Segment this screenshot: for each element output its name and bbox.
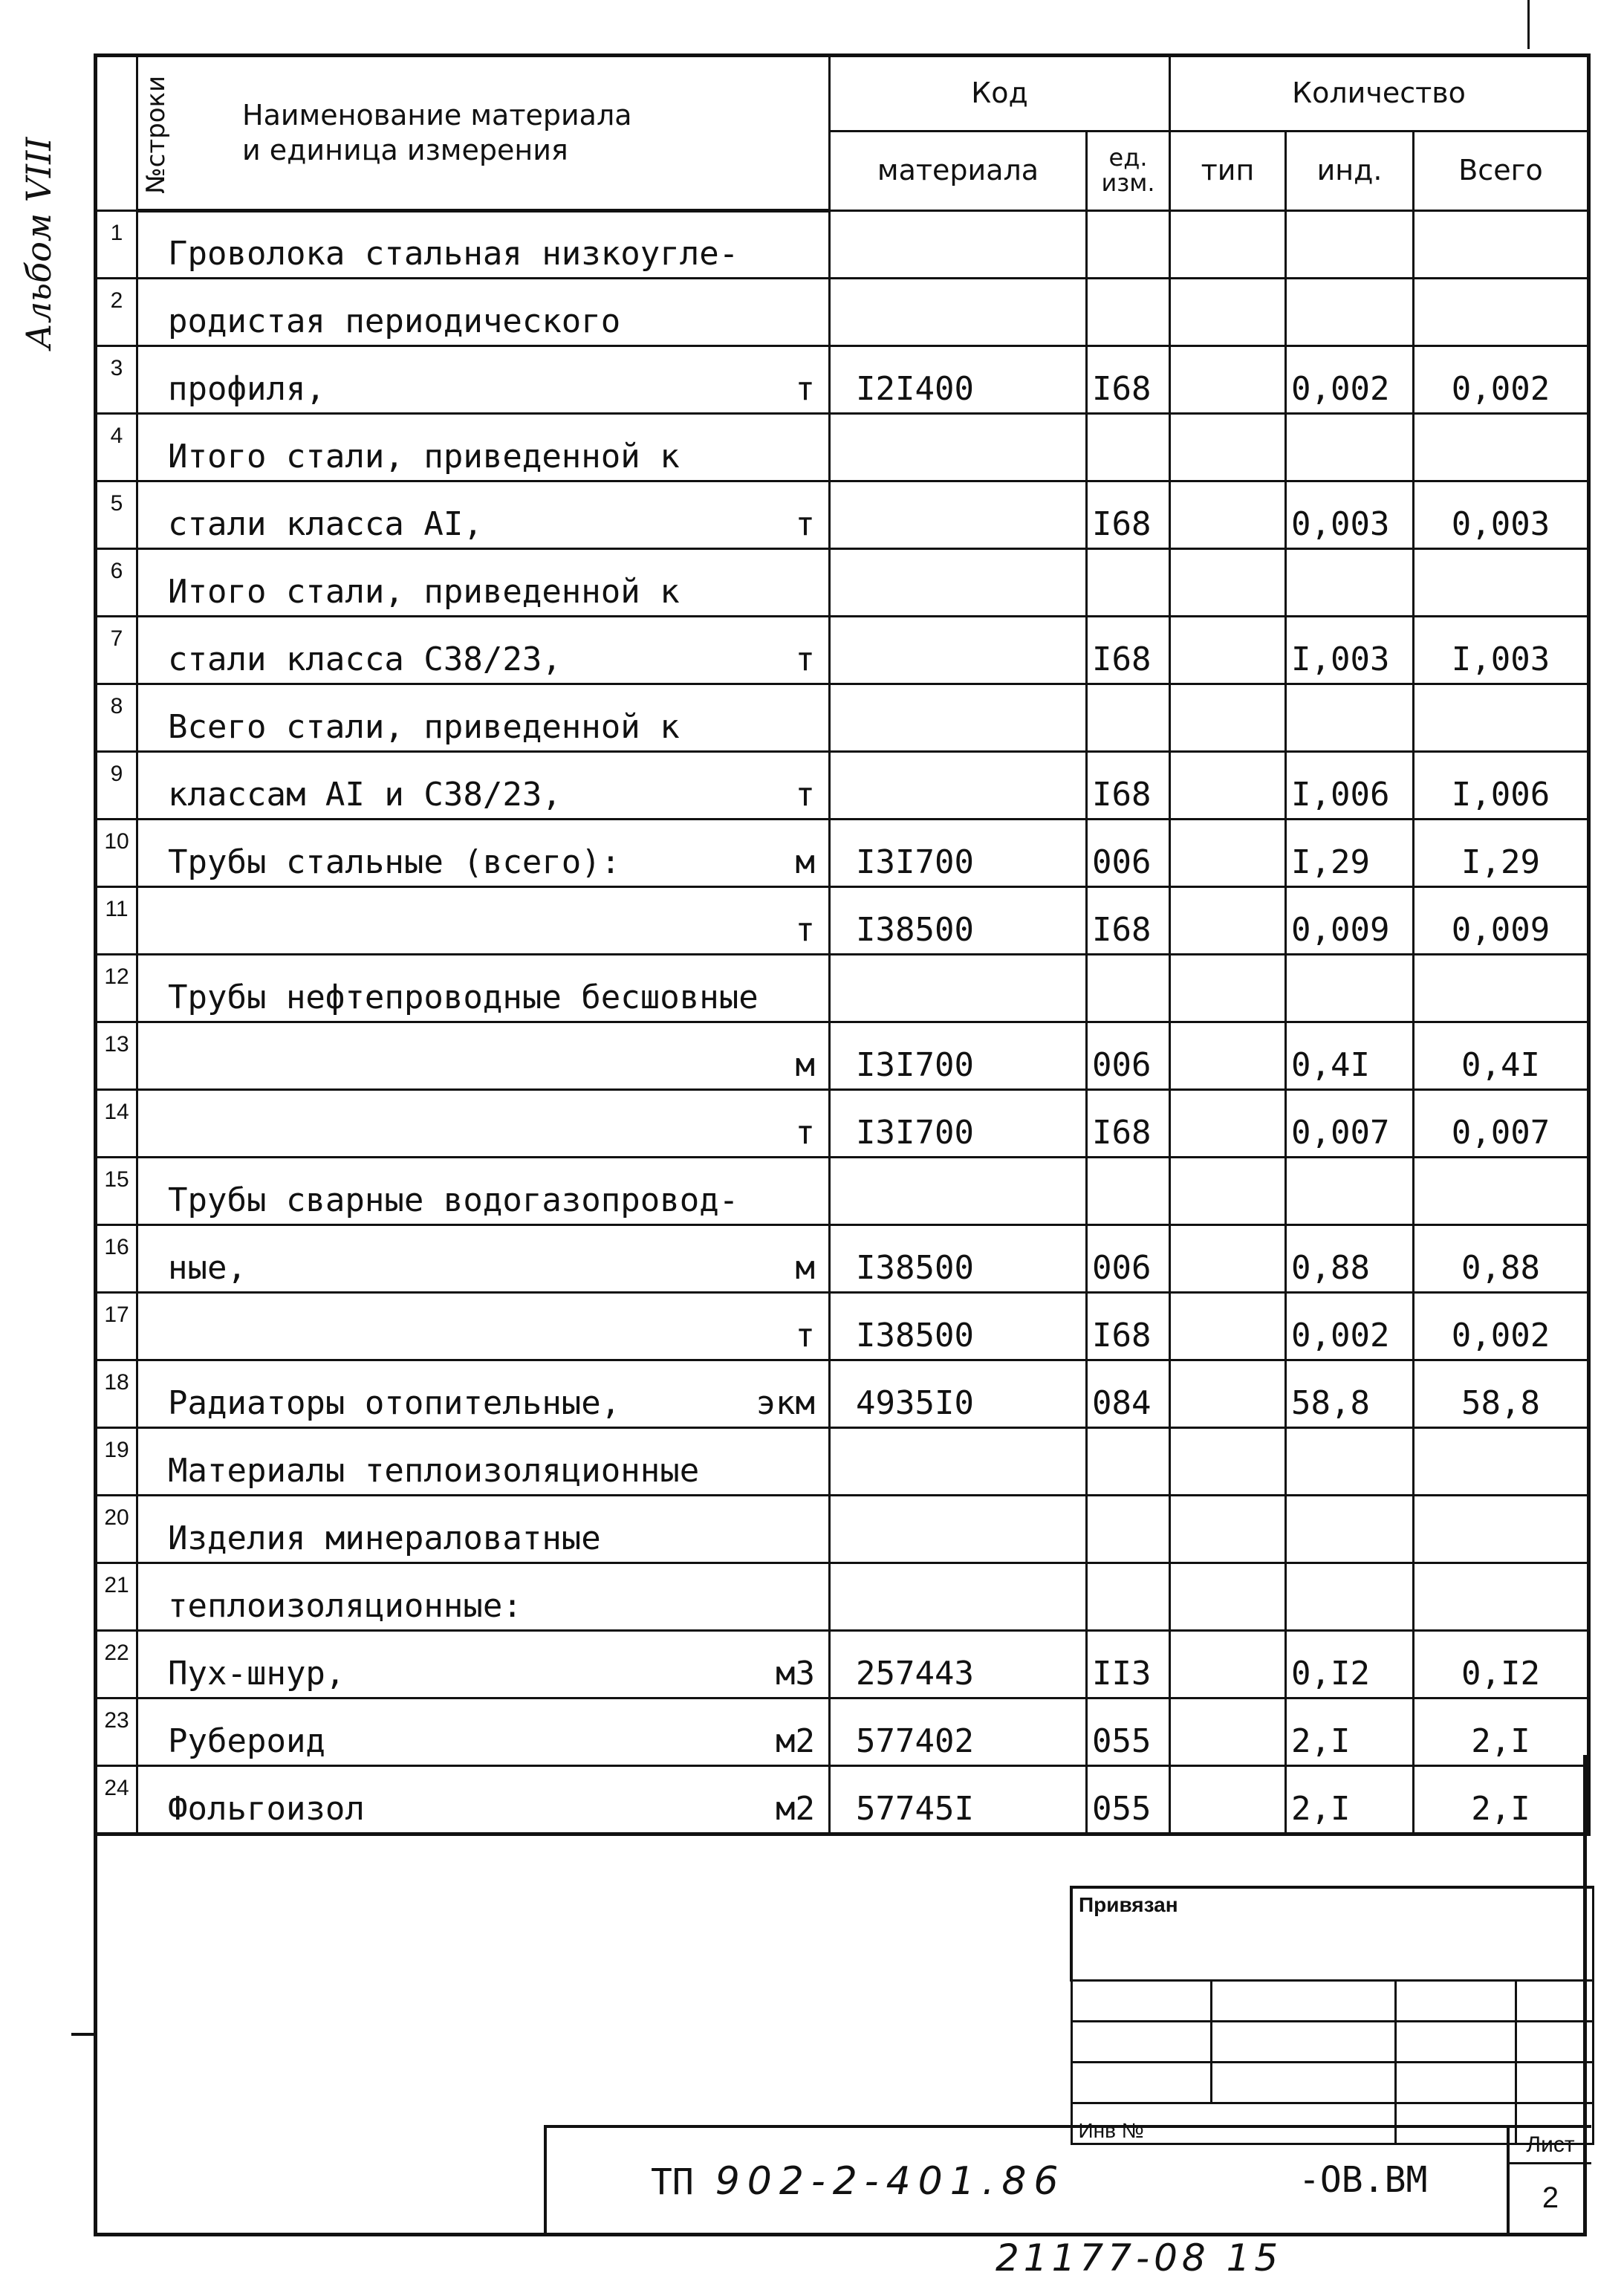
qty-type <box>1170 887 1286 955</box>
material-code: 4935I0 <box>830 1360 1087 1428</box>
material-name-cell <box>137 1496 830 1563</box>
document-code-suffix: -ОВ.ВМ <box>1299 2159 1428 2201</box>
unit-of-measure: м <box>795 1249 815 1287</box>
row-number: 14 <box>96 1090 137 1158</box>
table-row <box>96 1360 1589 1428</box>
qty-type <box>1170 481 1286 549</box>
unit-code <box>1087 211 1170 279</box>
document-code-number: 902-2-401.86 <box>715 2159 1066 2204</box>
material-name-cell <box>137 279 830 346</box>
unit-code <box>1087 955 1170 1022</box>
left-edge-tick <box>71 2033 94 2036</box>
row-number: 22 <box>96 1631 137 1698</box>
stamp-cell <box>1395 2063 1516 2103</box>
material-code: I3I700 <box>830 820 1087 887</box>
unit-of-measure: экм <box>756 1384 815 1422</box>
qty-total: 0,002 <box>1414 346 1589 414</box>
material-name-cell <box>137 684 830 752</box>
material-name-cell <box>137 820 830 887</box>
stamp-cell <box>1516 1981 1593 2022</box>
material-name: Трубы сварные водогазопровод- <box>168 1181 739 1219</box>
table-row <box>96 1022 1589 1090</box>
unit-code <box>1087 279 1170 346</box>
material-name: Итого стали, приведенной к <box>168 438 680 476</box>
table-row <box>96 481 1589 549</box>
row-number: 5 <box>96 481 137 549</box>
qty-total <box>1414 211 1589 279</box>
material-name: Рубероид <box>168 1722 325 1760</box>
qty-ind: 58,8 <box>1286 1360 1414 1428</box>
row-number: 6 <box>96 549 137 617</box>
unit-code <box>1087 684 1170 752</box>
qty-type <box>1170 1022 1286 1090</box>
row-number: 4 <box>96 414 137 481</box>
qty-type <box>1170 1496 1286 1563</box>
unit-of-measure: м <box>795 1046 815 1084</box>
header-unit <box>1087 132 1170 211</box>
header-ind: инд. <box>1286 132 1414 211</box>
row-number: 13 <box>96 1022 137 1090</box>
unit-code: I68 <box>1087 887 1170 955</box>
material-code: I38500 <box>830 1225 1087 1293</box>
row-number: 7 <box>96 617 137 684</box>
unit-code: 084 <box>1087 1360 1170 1428</box>
material-name: ные, <box>168 1249 247 1287</box>
material-name-cell <box>137 752 830 820</box>
table-row <box>96 955 1589 1022</box>
material-name-cell <box>137 1631 830 1698</box>
material-code <box>830 684 1087 752</box>
unit-of-measure: м <box>795 843 815 881</box>
unit-code: II3 <box>1087 1631 1170 1698</box>
table-row <box>96 820 1589 887</box>
unit-code: I68 <box>1087 481 1170 549</box>
qty-total: 2,I <box>1414 1698 1589 1766</box>
stamp-row <box>1071 1981 1593 2022</box>
qty-total: I,003 <box>1414 617 1589 684</box>
qty-ind <box>1286 1496 1414 1563</box>
header-unit-line-1: ед. <box>1108 143 1148 172</box>
unit-code: 006 <box>1087 1225 1170 1293</box>
unit-of-measure: м2 <box>776 1790 815 1828</box>
unit-code: I68 <box>1087 617 1170 684</box>
qty-ind <box>1286 1563 1414 1631</box>
row-number: 1 <box>96 211 137 279</box>
row-number: 15 <box>96 1158 137 1225</box>
qty-total: 0,88 <box>1414 1225 1589 1293</box>
material-name: Фольгоизол <box>168 1790 365 1828</box>
table-row <box>96 1158 1589 1225</box>
material-code: I2I400 <box>830 346 1087 414</box>
qty-total <box>1414 414 1589 481</box>
material-code <box>830 279 1087 346</box>
qty-type <box>1170 1293 1286 1360</box>
header-row-top <box>96 56 1589 132</box>
material-name: стали класса С38/23, <box>168 640 562 678</box>
document-code-prefix: ТП <box>651 2161 694 2203</box>
unit-code <box>1087 1158 1170 1225</box>
material-code <box>830 481 1087 549</box>
stamp-cell <box>1071 1981 1211 2022</box>
material-name: Итого стали, приведенной к <box>168 573 680 611</box>
title-block <box>544 2125 1591 2236</box>
qty-total: 0,002 <box>1414 1293 1589 1360</box>
table-row <box>96 1428 1589 1496</box>
qty-total: 0,003 <box>1414 481 1589 549</box>
row-number: 8 <box>96 684 137 752</box>
row-number: 17 <box>96 1293 137 1360</box>
material-name-cell <box>137 955 830 1022</box>
materials-table <box>94 53 1591 1836</box>
stamp-cell <box>1071 2063 1211 2103</box>
material-code <box>830 1428 1087 1496</box>
qty-type <box>1170 955 1286 1022</box>
qty-type <box>1170 752 1286 820</box>
table-row <box>96 279 1589 346</box>
row-number: 11 <box>96 887 137 955</box>
table-row <box>96 211 1589 279</box>
material-name: классам AI и С38/23, <box>168 776 562 814</box>
stamp-header-row <box>1071 1887 1593 1981</box>
row-number: 9 <box>96 752 137 820</box>
qty-type <box>1170 1563 1286 1631</box>
sheet-box <box>1507 2128 1591 2236</box>
unit-code <box>1087 1428 1170 1496</box>
material-name: Трубы стальные (всего): <box>168 843 621 881</box>
material-name-cell <box>137 346 830 414</box>
stamp-cell <box>1516 2022 1593 2063</box>
qty-ind <box>1286 414 1414 481</box>
row-number: 18 <box>96 1360 137 1428</box>
material-name-cell <box>137 1158 830 1225</box>
table-row <box>96 752 1589 820</box>
table-row <box>96 1631 1589 1698</box>
qty-type <box>1170 279 1286 346</box>
material-code <box>830 752 1087 820</box>
unit-of-measure: т <box>795 1317 815 1354</box>
material-code <box>830 955 1087 1022</box>
qty-total: I,006 <box>1414 752 1589 820</box>
stamp-cell <box>1211 1981 1395 2022</box>
qty-ind: 2,I <box>1286 1698 1414 1766</box>
qty-ind: 0,002 <box>1286 346 1414 414</box>
material-name-cell <box>137 414 830 481</box>
table-row <box>96 346 1589 414</box>
material-name: Трубы нефтепроводные бесшовные <box>168 979 759 1016</box>
material-name: родистая периодического <box>168 302 621 340</box>
unit-code <box>1087 1496 1170 1563</box>
unit-code <box>1087 1563 1170 1631</box>
qty-ind: 0,009 <box>1286 887 1414 955</box>
stamp-cell <box>1071 2022 1211 2063</box>
unit-code: I68 <box>1087 752 1170 820</box>
row-number: 16 <box>96 1225 137 1293</box>
table-row <box>96 1563 1589 1631</box>
material-code: I3I700 <box>830 1090 1087 1158</box>
qty-type <box>1170 211 1286 279</box>
unit-of-measure: т <box>795 505 815 543</box>
qty-total: 0,I2 <box>1414 1631 1589 1698</box>
header-type: тип <box>1170 132 1286 211</box>
materials-table-body <box>96 211 1589 1834</box>
stamp-cell <box>1395 2022 1516 2063</box>
header-total: Всего <box>1414 132 1589 211</box>
stamp-cell <box>1211 2022 1395 2063</box>
material-name: Материалы теплоизоляционные <box>168 1452 700 1490</box>
qty-type <box>1170 1090 1286 1158</box>
qty-type <box>1170 617 1286 684</box>
qty-ind: 0,007 <box>1286 1090 1414 1158</box>
qty-ind: 0,88 <box>1286 1225 1414 1293</box>
qty-total <box>1414 1428 1589 1496</box>
unit-code: I68 <box>1087 1090 1170 1158</box>
qty-type <box>1170 414 1286 481</box>
row-number: 23 <box>96 1698 137 1766</box>
qty-ind: 0,4I <box>1286 1022 1414 1090</box>
table-row <box>96 887 1589 955</box>
material-code <box>830 617 1087 684</box>
qty-total: 0,007 <box>1414 1090 1589 1158</box>
table-row <box>96 1225 1589 1293</box>
material-code: 577402 <box>830 1698 1087 1766</box>
qty-ind: I,003 <box>1286 617 1414 684</box>
unit-code: 055 <box>1087 1766 1170 1834</box>
qty-ind <box>1286 211 1414 279</box>
stamp-cell <box>1211 2063 1395 2103</box>
material-name: Пух-шнур, <box>168 1655 345 1693</box>
qty-type <box>1170 1225 1286 1293</box>
material-code: 257443 <box>830 1631 1087 1698</box>
row-number: 19 <box>96 1428 137 1496</box>
header-name-line-2: и единица измерения <box>242 134 568 166</box>
material-name-cell <box>137 481 830 549</box>
qty-total <box>1414 1496 1589 1563</box>
qty-ind: I,29 <box>1286 820 1414 887</box>
unit-code <box>1087 549 1170 617</box>
qty-ind <box>1286 684 1414 752</box>
qty-type <box>1170 820 1286 887</box>
qty-ind: 0,I2 <box>1286 1631 1414 1698</box>
qty-total <box>1414 279 1589 346</box>
qty-ind: 0,002 <box>1286 1293 1414 1360</box>
table-row <box>96 684 1589 752</box>
row-number: 21 <box>96 1563 137 1631</box>
unit-of-measure: т <box>795 640 815 678</box>
material-name-cell <box>137 1090 830 1158</box>
stamp-inventory-label: Инв № <box>1071 2103 1395 2144</box>
header-code: Код <box>830 56 1170 132</box>
header-quantity: Количество <box>1170 56 1589 132</box>
qty-total: 2,I <box>1414 1766 1589 1834</box>
material-name-cell <box>137 1563 830 1631</box>
unit-code <box>1087 414 1170 481</box>
material-name: теплоизоляционные: <box>168 1587 522 1625</box>
qty-type <box>1170 549 1286 617</box>
header-unit-line-2: изм. <box>1101 169 1155 197</box>
material-code <box>830 549 1087 617</box>
material-name: Радиаторы отопительные, <box>168 1384 621 1422</box>
qty-total <box>1414 1563 1589 1631</box>
material-name-cell <box>137 1360 830 1428</box>
stamp-row <box>1071 2063 1593 2103</box>
album-side-note: Альбом VIII <box>19 137 59 349</box>
table-row <box>96 549 1589 617</box>
material-name: Изделия минераловатные <box>168 1519 601 1557</box>
row-number: 12 <box>96 955 137 1022</box>
qty-total <box>1414 1158 1589 1225</box>
header-material-code: материала <box>830 132 1087 211</box>
qty-total: 58,8 <box>1414 1360 1589 1428</box>
material-code <box>830 1158 1087 1225</box>
qty-ind <box>1286 279 1414 346</box>
corner-tick-mark <box>1527 0 1530 49</box>
unit-of-measure: т <box>795 911 815 949</box>
header-name-line-1: Наименование материала <box>242 98 632 132</box>
material-code <box>830 1496 1087 1563</box>
qty-ind: 2,I <box>1286 1766 1414 1834</box>
qty-type <box>1170 1428 1286 1496</box>
material-name-cell <box>137 211 830 279</box>
material-name-cell <box>137 549 830 617</box>
qty-ind <box>1286 549 1414 617</box>
table-row <box>96 617 1589 684</box>
header-row-number: №строки <box>96 56 137 211</box>
unit-code: 055 <box>1087 1698 1170 1766</box>
unit-of-measure: т <box>795 1114 815 1152</box>
material-code <box>830 414 1087 481</box>
table-row <box>96 1090 1589 1158</box>
qty-total <box>1414 955 1589 1022</box>
row-number: 10 <box>96 820 137 887</box>
material-code <box>830 211 1087 279</box>
row-number: 24 <box>96 1766 137 1834</box>
material-code: I38500 <box>830 887 1087 955</box>
qty-type <box>1170 1158 1286 1225</box>
unit-code: 006 <box>1087 820 1170 887</box>
document-code <box>651 2159 1066 2204</box>
material-code: I3I700 <box>830 1022 1087 1090</box>
stamp-cell <box>1395 1981 1516 2022</box>
material-name: Гроволока стальная низкоугле- <box>168 235 739 273</box>
material-name-cell <box>137 1225 830 1293</box>
row-number: 20 <box>96 1496 137 1563</box>
qty-type <box>1170 346 1286 414</box>
sheet-label: Лист <box>1510 2128 1591 2164</box>
material-name: стали класса AI, <box>168 505 483 543</box>
unit-of-measure: м2 <box>776 1722 815 1760</box>
unit-code: I68 <box>1087 1293 1170 1360</box>
material-name-cell <box>137 1428 830 1496</box>
material-name-cell <box>137 1293 830 1360</box>
table-row <box>96 1293 1589 1360</box>
material-name: профиля, <box>168 370 325 408</box>
qty-ind <box>1286 1158 1414 1225</box>
qty-ind: I,006 <box>1286 752 1414 820</box>
qty-type <box>1170 1360 1286 1428</box>
qty-ind <box>1286 955 1414 1022</box>
qty-type <box>1170 684 1286 752</box>
row-number: 3 <box>96 346 137 414</box>
archive-number: 21177-08 15 <box>995 2236 1283 2280</box>
row-number: 2 <box>96 279 137 346</box>
unit-of-measure: т <box>795 776 815 814</box>
header-material-name <box>137 56 830 211</box>
stamp-bound-label: Привязан <box>1071 1887 1593 1981</box>
unit-code: I68 <box>1087 346 1170 414</box>
material-name-cell <box>137 887 830 955</box>
table-row <box>96 1496 1589 1563</box>
qty-total: 0,009 <box>1414 887 1589 955</box>
material-name-cell <box>137 1022 830 1090</box>
qty-ind <box>1286 1428 1414 1496</box>
qty-total: 0,4I <box>1414 1022 1589 1090</box>
qty-ind: 0,003 <box>1286 481 1414 549</box>
material-code <box>830 1563 1087 1631</box>
qty-total <box>1414 684 1589 752</box>
binding-stamp <box>1070 1886 1594 2145</box>
sheet-number: 2 <box>1542 2181 1559 2214</box>
material-name-cell <box>137 617 830 684</box>
unit-code: 006 <box>1087 1022 1170 1090</box>
unit-of-measure: т <box>795 370 815 408</box>
qty-total: I,29 <box>1414 820 1589 887</box>
material-code: 57745I <box>830 1766 1087 1834</box>
material-name: Всего стали, приведенной к <box>168 708 680 746</box>
unit-of-measure: м3 <box>776 1655 815 1693</box>
table-row <box>96 414 1589 481</box>
material-code: I38500 <box>830 1293 1087 1360</box>
qty-type <box>1170 1631 1286 1698</box>
qty-total <box>1414 549 1589 617</box>
stamp-cell <box>1516 2063 1593 2103</box>
stamp-row <box>1071 2022 1593 2063</box>
